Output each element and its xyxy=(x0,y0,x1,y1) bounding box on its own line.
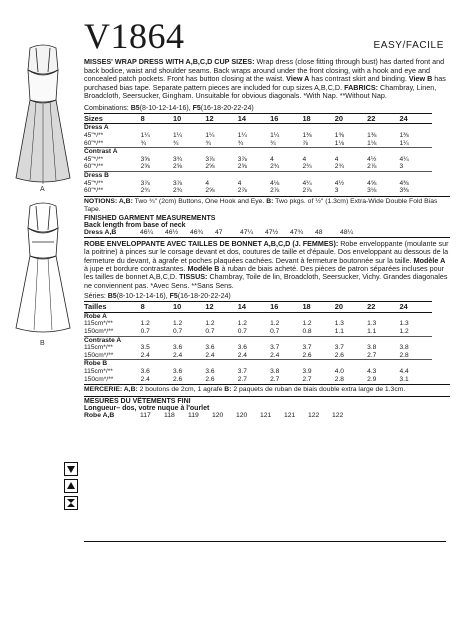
notions-b-text: Two pkgs. of ½" (1.3cm) Extra-Wide Double Fold Bias Tape. xyxy=(84,197,438,213)
difficulty-label: EASY/FACILE xyxy=(373,40,444,51)
section-title: Contraste A xyxy=(84,336,432,344)
measurement-value: 47¾ xyxy=(290,228,304,236)
header-size-cell: 8 xyxy=(141,302,173,313)
table-cell: 1¼ xyxy=(140,132,150,140)
series-f5: F5 xyxy=(169,293,178,301)
hourglass-icon xyxy=(64,496,78,510)
table-row xyxy=(84,368,432,376)
pattern-symbols xyxy=(64,462,78,513)
table-row xyxy=(84,352,432,360)
table-cell: 1¼ xyxy=(270,132,280,140)
table-row xyxy=(84,132,432,140)
table-cell: 2¾ xyxy=(270,163,280,171)
yardage-table-french xyxy=(84,301,432,383)
table-cell: 2.7 xyxy=(270,375,280,383)
row-width-label: 115cm*/** xyxy=(84,367,113,375)
table-cell: 3.6 xyxy=(173,344,183,352)
table-section-row xyxy=(84,172,432,180)
table-cell: 1.3 xyxy=(334,320,344,328)
table-cell: ¾ xyxy=(270,139,276,147)
measurement-value: 122 xyxy=(308,412,320,420)
table-cell: 2.4 xyxy=(140,375,150,383)
table-cell: 3.7 xyxy=(237,367,247,375)
table-cell: 3 xyxy=(399,163,404,171)
table-cell: 1⅜ xyxy=(334,132,344,140)
table-cell: 3⅞ xyxy=(173,179,183,187)
table-cell: 3.8 xyxy=(399,344,409,352)
table-cell: 4½ xyxy=(367,155,377,163)
fabrics-text: Chambray, Linen, Broadcloth, Seersucker, Gingham. Unsuitable for obvious diagonals. *With Nap. **Without Nap. xyxy=(84,82,437,101)
table-row xyxy=(84,180,432,188)
main-text-column xyxy=(84,14,450,419)
technical-drawings xyxy=(10,40,76,347)
table-cell: 2⅝ xyxy=(237,163,247,171)
measurement-value: 122 xyxy=(332,412,344,420)
table-cell: 2.7 xyxy=(237,375,247,383)
notions-english xyxy=(84,196,450,214)
mesures-row xyxy=(84,412,450,419)
table-cell: 1⅜ xyxy=(367,132,377,140)
measurement-value: 48 xyxy=(315,228,323,236)
row-width-label: 45"*/** xyxy=(84,179,104,187)
view-a-label: View A xyxy=(286,74,310,84)
series-f5-sizes: (16-18-20-22-24) xyxy=(177,293,231,301)
description-body: Wrap dress (close fitting through bust) has darted front and back bodice, waist and shoulder seams. Back wraps around under the front closing, with a hook and eye and concealed patch pockets. Front has button closing at the waist. xyxy=(84,57,445,84)
table-cell: 0.7 xyxy=(237,327,247,335)
combo-f5: F5 xyxy=(192,104,201,112)
mesures-subtitle: Longueur– dos, votre nuque à l'ourlet xyxy=(84,405,210,413)
table-cell: 3.8 xyxy=(367,344,377,352)
table-cell: 4 xyxy=(334,155,339,163)
table-cell: 1.2 xyxy=(399,327,409,335)
finished-measurements-title: FINISHED GARMENT MEASUREMENTS xyxy=(84,214,216,222)
table-cell: 3.6 xyxy=(237,344,247,352)
measurement-value: 120 xyxy=(236,412,248,420)
combo-b5: B5 xyxy=(130,104,140,112)
measurement-value: 118 xyxy=(164,412,175,420)
finished-row-label: Dress A,B xyxy=(84,228,117,236)
table-cell: 1⅜ xyxy=(302,132,312,140)
mercerie-b-text: 2 paquets de ruban de biais double extra large de 1.3cm. xyxy=(231,386,406,394)
header-label-cell: Sizes xyxy=(84,113,141,124)
table-cell: 3⅞ xyxy=(205,155,215,163)
table-cell: 4¼ xyxy=(399,155,409,163)
table-row xyxy=(84,376,432,384)
table-cell: 2.6 xyxy=(302,351,312,359)
measurement-value: 121 xyxy=(260,412,272,420)
table-cell: 3.1 xyxy=(399,375,409,383)
mesures-row-label: Robe A,B xyxy=(84,412,115,420)
header-size-cell: 18 xyxy=(302,302,334,313)
header-size-cell: 12 xyxy=(205,113,237,124)
row-width-label: 60"*/** xyxy=(84,163,104,171)
table-cell: 1.2 xyxy=(302,320,312,328)
table-row xyxy=(84,140,432,148)
yardage-table-english xyxy=(84,113,432,195)
table-cell: 2⅞ xyxy=(302,187,312,195)
table-row xyxy=(84,328,432,336)
table-cell: 2⅝ xyxy=(140,163,150,171)
tissus-label: TISSUS: xyxy=(179,272,208,282)
fabrics-label: FABRICS: xyxy=(344,82,379,92)
modele-a-label: Modèle A xyxy=(413,255,446,265)
mercerie-label: MERCERIE: A,B: xyxy=(84,386,138,394)
table-header-row xyxy=(84,302,432,313)
table-cell: 0.8 xyxy=(302,327,312,335)
table-section-row xyxy=(84,336,432,344)
row-width-label: 150cm*/** xyxy=(84,327,114,335)
table-cell: 2⅞ xyxy=(270,187,280,195)
table-cell: 3.6 xyxy=(173,367,183,375)
table-cell: 4⅝ xyxy=(367,179,377,187)
row-width-label: 150cm*/** xyxy=(84,351,114,359)
measurement-value: 47½ xyxy=(265,228,279,236)
table-cell: 4½ xyxy=(334,179,344,187)
table-cell: 1¼ xyxy=(205,132,215,140)
mercerie-b-label: B: xyxy=(224,386,232,394)
header-size-cell: 22 xyxy=(367,113,399,124)
table-cell: 1.2 xyxy=(237,320,247,328)
header-size-cell: 14 xyxy=(238,302,270,313)
mercerie-french xyxy=(84,384,450,394)
description-title: MISSES' WRAP DRESS WITH A,B,C,D CUP SIZES: xyxy=(84,57,255,66)
table-cell: 2.8 xyxy=(399,351,409,359)
header-size-cell: 16 xyxy=(270,113,302,124)
combinations-label: Combinations: xyxy=(84,104,131,112)
table-cell: 3¾ xyxy=(173,155,183,163)
header-label-cell: Tailles xyxy=(84,302,141,313)
table-cell: 2.6 xyxy=(334,351,344,359)
table-cell: 3⅛ xyxy=(367,187,377,195)
table-row xyxy=(84,156,432,164)
table-cell: 3.6 xyxy=(205,367,215,375)
row-width-label: 115cm*/** xyxy=(84,320,113,328)
table-cell: 2¾ xyxy=(173,187,183,195)
table-cell: 2.4 xyxy=(173,351,183,359)
table-cell: 3⅝ xyxy=(140,155,150,163)
modele-a-text: à jupe et bordure contrastantes. xyxy=(84,264,188,274)
header-size-cell: 20 xyxy=(335,113,367,124)
table-cell: 2⅞ xyxy=(367,163,377,171)
measurement-value: 46¼ xyxy=(140,228,154,236)
header-size-cell: 22 xyxy=(367,302,399,313)
bottom-divider xyxy=(84,541,446,542)
section-title: Dress A xyxy=(84,124,109,132)
table-row xyxy=(84,187,432,195)
table-row xyxy=(84,320,432,328)
view-a-text: has contrast skirt and binding. xyxy=(309,74,409,84)
table-cell: 2⅝ xyxy=(173,163,183,171)
combinations-french xyxy=(84,293,450,300)
measurement-value: 47 xyxy=(215,228,223,236)
table-cell: 0.7 xyxy=(205,327,215,335)
section-title: Contrast A xyxy=(84,148,432,156)
measurement-value: 119 xyxy=(188,412,199,420)
description-fr-body: Robe enveloppante (moulante sur la poitrine) à pinces sur le corsage devant et dos, coutures de taille et d'épaule. Dos enveloppant au dessous de la fermeture du devant, à agrafe et poches plaquées cachées. Devant à fermeture boutonnée sur la taille. xyxy=(84,238,449,265)
header xyxy=(84,14,450,58)
table-cell: 2⅝ xyxy=(205,187,215,195)
table-cell: 2⅞ xyxy=(237,187,247,195)
header-size-cell: 14 xyxy=(238,113,270,124)
table-cell: ¾ xyxy=(205,139,211,147)
finished-measurements-row xyxy=(84,229,450,238)
table-cell: 2.6 xyxy=(205,375,215,383)
table-cell: 1⅜ xyxy=(399,132,409,140)
table-cell: 1.2 xyxy=(140,320,150,328)
table-cell: 0.7 xyxy=(270,327,280,335)
combo-f5-sizes: (16-18-20-22-24) xyxy=(200,104,254,112)
measurement-value: 47¼ xyxy=(240,228,254,236)
table-cell: ¾ xyxy=(237,139,244,147)
table-cell: 4.0 xyxy=(334,367,344,375)
measurement-value: 46¾ xyxy=(190,228,204,236)
table-cell: 4 xyxy=(205,179,210,187)
table-cell: 0.7 xyxy=(173,327,183,335)
row-width-label: 150cm*/** xyxy=(84,375,114,383)
table-section-row xyxy=(84,124,432,132)
row-width-label: 60"*/** xyxy=(84,187,104,195)
triangle-down-icon xyxy=(64,462,78,476)
table-cell: 2.4 xyxy=(140,351,150,359)
header-size-cell: 8 xyxy=(141,113,173,124)
table-cell: 4.4 xyxy=(399,367,409,375)
measurement-value: 121 xyxy=(284,412,296,420)
finished-measurements-subtitle: Back length from base of neck xyxy=(84,221,186,229)
table-cell: 1⅛ xyxy=(367,139,377,147)
table-cell: 2.4 xyxy=(270,351,280,359)
table-cell: 3⅞ xyxy=(140,179,150,187)
header-size-cell: 24 xyxy=(400,302,432,313)
table-cell: 1.2 xyxy=(173,320,183,328)
notions-text: Two ¾" (2cm) Buttons, One Hook and Eye. xyxy=(132,197,267,205)
table-cell: 3 xyxy=(334,187,339,195)
table-cell: 1.2 xyxy=(270,320,280,328)
table-cell: 4.3 xyxy=(367,367,377,375)
figure-label-a: A xyxy=(40,186,45,193)
row-width-label: 45"*/** xyxy=(84,155,104,163)
table-cell: 1⅛ xyxy=(334,139,344,147)
header-size-cell: 24 xyxy=(400,113,432,124)
description-french xyxy=(84,240,450,290)
table-cell: 2¾ xyxy=(334,163,344,171)
header-size-cell: 10 xyxy=(173,113,205,124)
figure-label-b: B xyxy=(40,340,45,347)
table-cell: 4 xyxy=(270,155,274,163)
table-cell: 3.6 xyxy=(205,344,215,352)
table-cell: 1.3 xyxy=(367,320,377,328)
table-cell: 1¼ xyxy=(237,132,247,140)
header-size-cell: 12 xyxy=(205,302,237,313)
table-cell: 2.6 xyxy=(173,375,183,383)
measurement-value: 48¼ xyxy=(340,228,354,236)
view-b-text: has purchased bias tape. Separate pattern pieces are included for cup sizes A,B,C,D. xyxy=(84,74,446,92)
table-section-row xyxy=(84,312,432,320)
table-cell: 3.7 xyxy=(302,344,312,352)
table-cell: 2.4 xyxy=(205,351,215,359)
mercerie-text: 2 boutons de 2cm, 1 agrafe xyxy=(137,386,225,394)
measurement-value: 120 xyxy=(212,412,224,420)
table-cell: ¾ xyxy=(173,139,179,147)
combo-b5-sizes: (8-10-12-14-16), xyxy=(139,104,193,112)
table-cell: 1.1 xyxy=(334,327,344,335)
tissus-text: Chambray, Toile de lin, Broadcloth, Seersucker, Vichy. Grandes diagonales ne conviennent pas. *Avec Sens. **Sans Sens. xyxy=(84,272,448,290)
modele-b-label: Modèle B xyxy=(187,264,220,274)
triangle-up-icon xyxy=(64,479,78,493)
table-section-row xyxy=(84,148,432,156)
row-width-label: 115cm*/** xyxy=(84,344,113,352)
table-cell: 3.6 xyxy=(140,367,150,375)
table-cell: 3.7 xyxy=(334,344,344,352)
table-cell: 3.9 xyxy=(302,367,312,375)
table-cell: 4 xyxy=(237,179,242,187)
description-english xyxy=(84,58,450,101)
notions-b-label: B: xyxy=(266,197,274,205)
table-cell: 4 xyxy=(302,155,307,163)
measurement-value: 46½ xyxy=(165,228,179,236)
table-cell: 2.8 xyxy=(334,375,344,383)
description-fr-title: ROBE ENVELOPPANTE AVEC TAILLES DE BONNET A,B,C,D (J. FEMMES): xyxy=(84,238,339,248)
table-cell: 2.7 xyxy=(367,351,377,359)
series-label: Séries: xyxy=(84,293,108,301)
table-cell: 2.4 xyxy=(237,351,247,359)
table-cell: 3⅜ xyxy=(399,187,409,195)
row-width-label: 45"*/** xyxy=(84,132,104,140)
table-cell: 4¼ xyxy=(302,179,312,187)
table-cell: 2⅝ xyxy=(205,163,215,171)
pattern-number: V1864 xyxy=(84,16,185,56)
table-cell: 2¾ xyxy=(302,163,312,171)
table-cell: 1.2 xyxy=(205,320,215,328)
table-cell: 3.7 xyxy=(270,344,280,352)
header-size-cell: 16 xyxy=(270,302,302,313)
table-cell: 2¾ xyxy=(140,187,150,195)
table-cell: ⅞ xyxy=(302,139,308,147)
header-size-cell: 20 xyxy=(335,302,367,313)
table-cell: 4⅜ xyxy=(399,179,409,187)
mesures-title: MESURES DU VÊTEMENTS FINI xyxy=(84,396,450,405)
row-width-label: 60"*/** xyxy=(84,139,104,147)
header-size-cell: 10 xyxy=(173,302,205,313)
section-title: Robe A xyxy=(84,312,107,320)
measurement-value: 117 xyxy=(140,412,151,420)
section-title: Robe B xyxy=(84,360,432,368)
table-cell: 1.1 xyxy=(367,327,377,335)
header-size-cell: 18 xyxy=(302,113,334,124)
table-cell: ¾ xyxy=(140,139,147,147)
notions-label: NOTIONS: A,B: xyxy=(84,197,133,205)
section-title: Dress B xyxy=(84,172,432,180)
combinations-english xyxy=(84,105,450,112)
table-row xyxy=(84,344,432,352)
table-row xyxy=(84,163,432,171)
modele-b-text: à ruban de biais acheté. Des pièces de patron séparées incluses pour les tailles de bonnet A,B,C,D. xyxy=(84,264,445,282)
table-cell: 1.3 xyxy=(399,320,409,328)
table-cell: 2.7 xyxy=(302,375,312,383)
table-cell: 3.5 xyxy=(140,344,150,352)
series-b5-sizes: (8-10-12-14-16), xyxy=(116,293,170,301)
table-cell: 4⅛ xyxy=(270,179,280,187)
table-cell: 3.8 xyxy=(270,367,280,375)
table-cell: 3⅞ xyxy=(237,155,247,163)
table-header-row xyxy=(84,113,432,124)
table-cell: 1¼ xyxy=(173,132,183,140)
table-cell: 1¼ xyxy=(399,139,409,147)
table-section-row xyxy=(84,360,432,368)
series-b5: B5 xyxy=(107,293,117,301)
table-cell: 2.9 xyxy=(367,375,377,383)
view-b-label: View B xyxy=(408,74,433,84)
table-cell: 0.7 xyxy=(140,327,150,335)
